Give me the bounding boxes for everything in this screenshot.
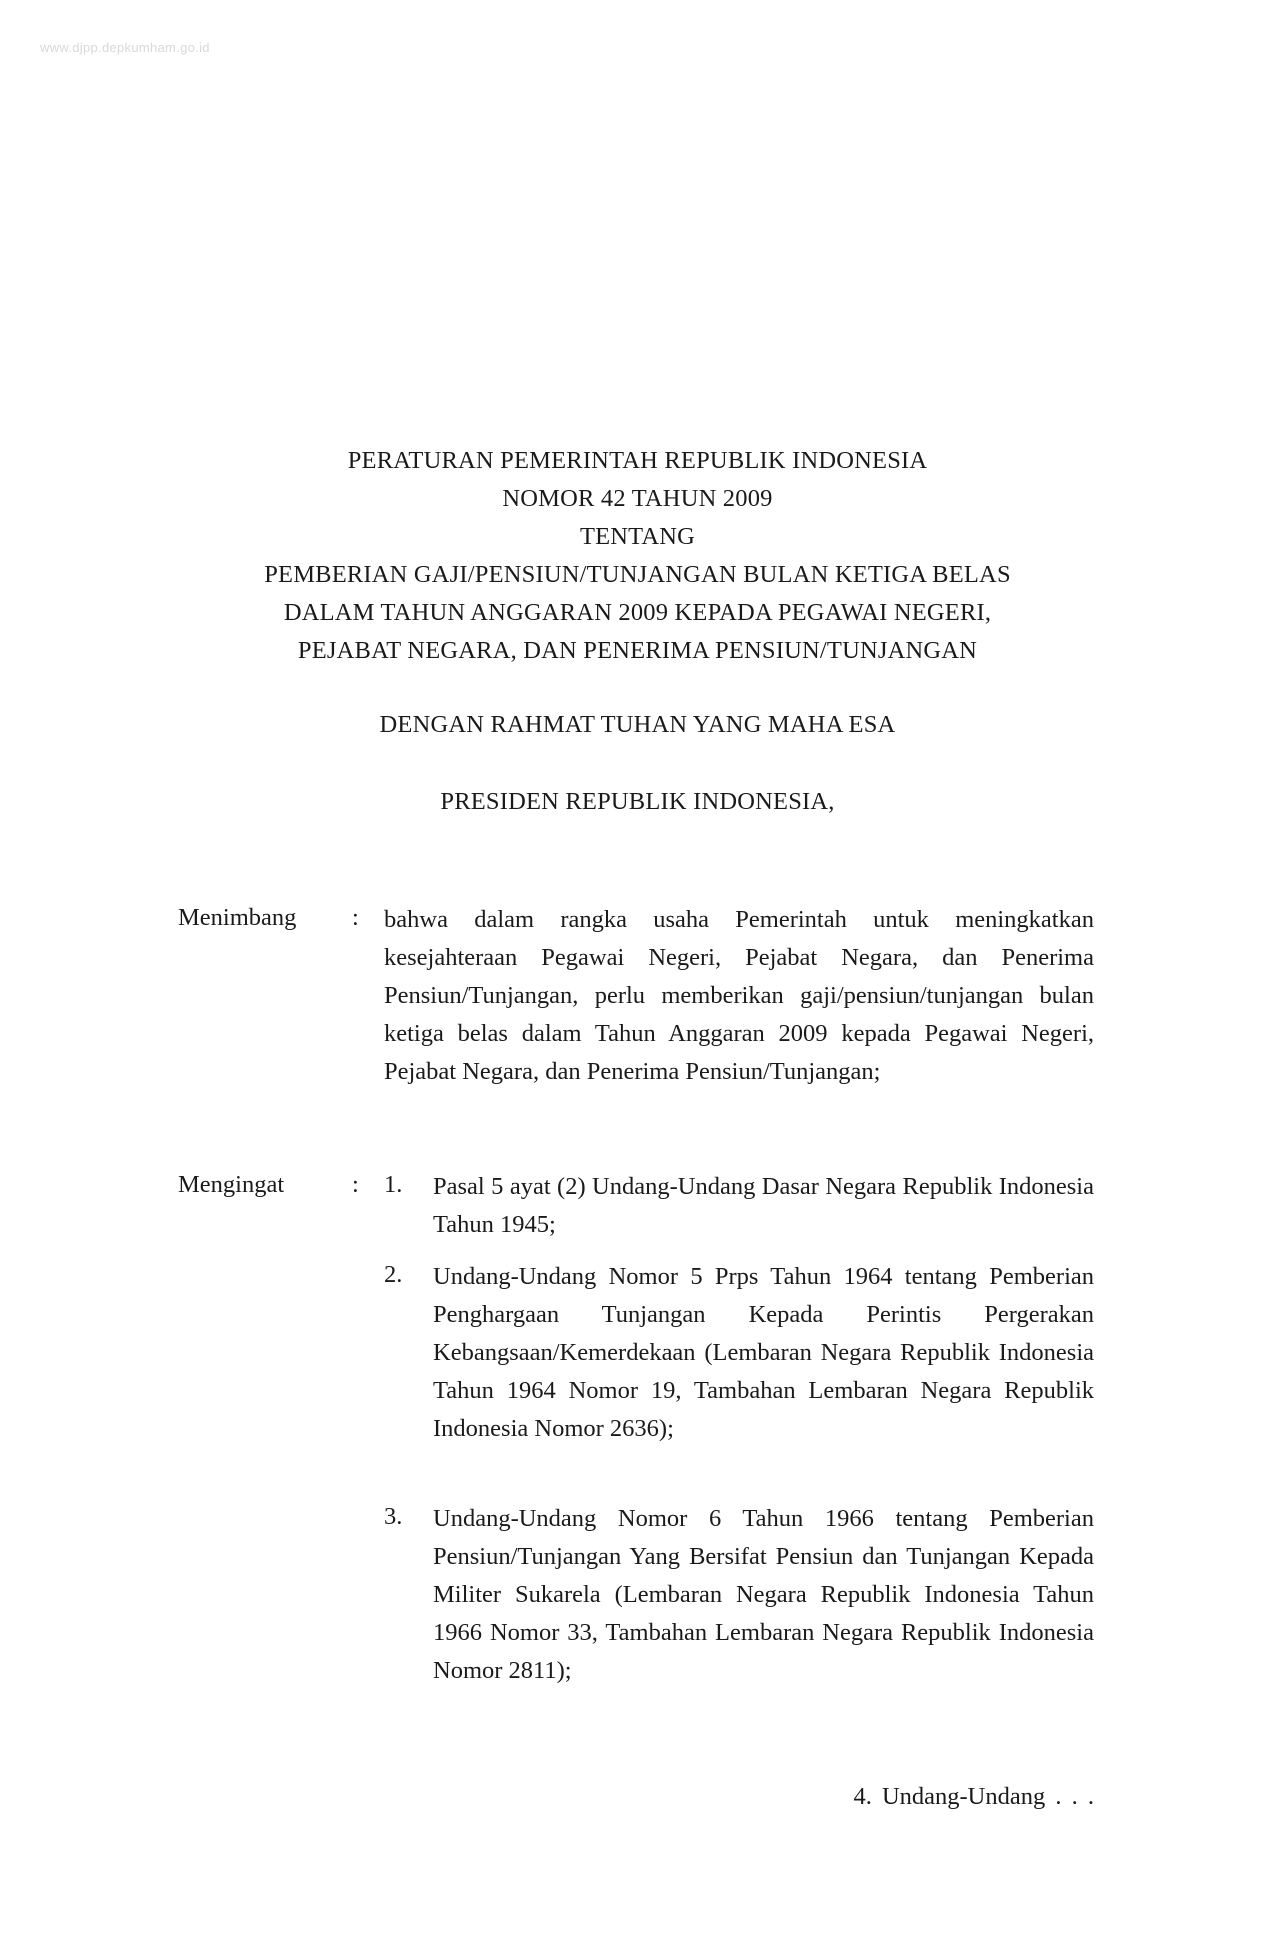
- mengingat-label: Mengingat: [178, 1171, 285, 1198]
- mengingat-item-1-text: Pasal 5 ayat (2) Undang-Undang Dasar Negara Republik Indonesia Tahun 1945;: [433, 1173, 1094, 1238]
- mengingat-item-2-text: Undang-Undang Nomor 5 Prps Tahun 1964 tentang Pemberian Penghargaan Tunjangan Kepada Perintis Pergerakan Kebangsaan/Kemerdekaan (Lembaran Negara Republik Indonesia Tahun 1964 Nomor 19, Tambahan Lembaran Negara Republik Indonesia Nomor 2636);: [433, 1263, 1094, 1442]
- mengingat-item-3-text: Undang-Undang Nomor 6 Tahun 1966 tentang Pemberian Pensiun/Tunjangan Yang Bersifat Pensiun dan Tunjangan Kepada Militer Sukarela (Lembaran Negara Republik Indonesia Tahun 1966 Nomor 33, Tambahan Lembaran Negara Republik Indonesia Nomor 2811);: [433, 1505, 1094, 1684]
- mengingat-colon: :: [352, 1171, 359, 1198]
- watermark: www.djpp.depkumham.go.id: [40, 40, 210, 55]
- next-page-indicator: 4. Undang-Undang . . .: [853, 1783, 1094, 1810]
- president-heading: PRESIDEN REPUBLIK INDONESIA,: [440, 788, 835, 815]
- menimbang-label: Menimbang: [178, 904, 297, 931]
- title-line-4: PEMBERIAN GAJI/PENSIUN/TUNJANGAN BULAN KETIGA BELAS: [264, 561, 1011, 588]
- title-line-1: PERATURAN PEMERINTAH REPUBLIK INDONESIA: [347, 447, 928, 474]
- menimbang-colon: :: [352, 904, 359, 931]
- menimbang-text: bahwa dalam rangka usaha Pemerintah untuk meningkatkan kesejahteraan Pegawai Negeri, Pejabat Negara, dan Penerima Pensiun/Tunjangan, perlu memberikan gaji/pensiun/tunjangan bulan ketiga belas dalam Tahun Anggaran 2009 kepada Pegawai Negeri, Pejabat Negara, dan Penerima Pensiun/Tunjangan;: [384, 906, 1094, 1085]
- mengingat-item-1-number: 1.: [384, 1171, 403, 1198]
- mengingat-item-2-number: 2.: [384, 1261, 403, 1288]
- title-line-3: TENTANG: [579, 523, 696, 550]
- invocation: DENGAN RAHMAT TUHAN YANG MAHA ESA: [379, 711, 896, 738]
- title-line-6: PEJABAT NEGARA, DAN PENERIMA PENSIUN/TUNJANGAN: [297, 637, 978, 664]
- regulation-title: [0, 442, 1275, 670]
- title-line-2: NOMOR 42 TAHUN 2009: [502, 485, 773, 512]
- title-line-5: DALAM TAHUN ANGGARAN 2009 KEPADA PEGAWAI NEGERI,: [283, 599, 992, 626]
- mengingat-item-3-number: 3.: [384, 1503, 403, 1530]
